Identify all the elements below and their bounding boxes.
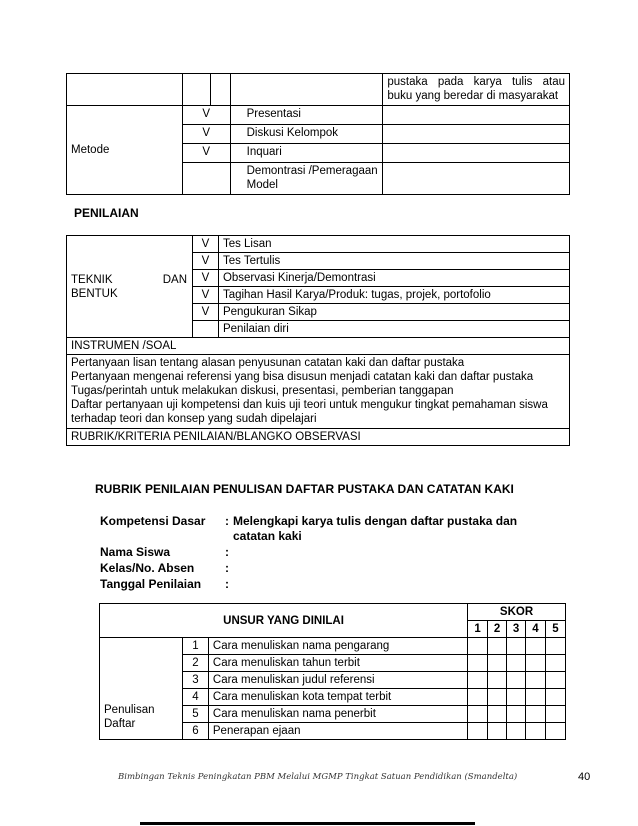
score-cell[interactable] (507, 723, 526, 740)
field-label: Kelas/No. Absen (100, 561, 195, 575)
score-cell[interactable] (507, 638, 526, 655)
penilaian-item: Tes Tertulis (218, 253, 569, 270)
skor-col-header: 1 (468, 621, 488, 638)
instrumen-list (67, 355, 570, 429)
score-cell[interactable] (526, 723, 546, 740)
score-cell[interactable] (526, 689, 546, 706)
metode-item: Presentasi (230, 106, 383, 125)
penilaian-check (192, 321, 218, 338)
metode-check: V (182, 144, 230, 163)
row-no: 1 (182, 638, 208, 655)
score-cell[interactable] (526, 655, 546, 672)
score-cell[interactable] (526, 672, 546, 689)
metode-check (182, 163, 230, 195)
score-cell[interactable] (488, 723, 507, 740)
field-label: Nama Siswa (100, 545, 171, 559)
skor-col-header: 3 (507, 621, 526, 638)
metode-item: Demontrasi /Pemeragaan Model (230, 163, 383, 195)
score-table (99, 603, 566, 740)
field-colon: : (225, 514, 229, 528)
score-cell[interactable] (468, 672, 488, 689)
score-cell[interactable] (545, 689, 565, 706)
score-row (100, 638, 566, 655)
penilaian-item: Tes Lisan (218, 236, 569, 253)
row-no: 2 (182, 655, 208, 672)
score-cell[interactable] (488, 672, 507, 689)
score-cell[interactable] (488, 638, 507, 655)
score-cell[interactable] (468, 689, 488, 706)
penilaian-check: V (192, 270, 218, 287)
penilaian-check: V (192, 304, 218, 321)
group-label: Penulisan Daftar (100, 638, 183, 740)
instrumen-line: Pertanyaan mengenai referensi yang bisa disusun menjadi catatan kaki dan daftar pustaka (71, 371, 534, 383)
field-colon: : (225, 545, 229, 559)
field-label: Kompetensi Dasar (100, 514, 206, 528)
row-no: 5 (182, 706, 208, 723)
row-text: Cara menuliskan nama penerbit (208, 706, 467, 723)
field-colon: : (225, 561, 229, 575)
metode-check: V (182, 106, 230, 125)
skor-header: SKOR (468, 604, 566, 621)
score-cell[interactable] (488, 689, 507, 706)
field-colon: : (225, 577, 229, 591)
skor-col-header: 4 (526, 621, 546, 638)
instrumen-line: Tugas/perintah untuk melakukan diskusi, presentasi, pemberian tanggapan (71, 385, 454, 397)
instrumen-heading: INSTRUMEN /SOAL (67, 338, 570, 355)
row-text: Cara menuliskan judul referensi (208, 672, 467, 689)
metode-check: V (182, 125, 230, 144)
penilaian-item: Penilaian diri (218, 321, 569, 338)
score-cell[interactable] (526, 706, 546, 723)
metode-top-right-text: pustaka pada karya tulis atau buku yang beredar di masyarakat (383, 74, 570, 106)
score-cell[interactable] (507, 706, 526, 723)
row-no: 6 (182, 723, 208, 740)
page-number: 40 (578, 771, 591, 783)
penilaian-check: V (192, 236, 218, 253)
score-cell[interactable] (507, 655, 526, 672)
penilaian-item: Tagihan Hasil Karya/Produk: tugas, projek, portofolio (218, 287, 569, 304)
penilaian-check: V (192, 253, 218, 270)
instrumen-line: Daftar pertanyaan uji kompetensi dan kuis uji teori untuk mengukur tingkat pemahaman siswa terhadap teori dan konsep yang sudah dipelajari (71, 399, 548, 425)
rubrik-kriteria-heading: RUBRIK/KRITERIA PENILAIAN/BLANGKO OBSERVASI (67, 429, 570, 446)
row-text: Cara menuliskan tahun terbit (208, 655, 467, 672)
penilaian-table (66, 235, 570, 446)
penilaian-item: Observasi Kinerja/Demontrasi (218, 270, 569, 287)
row-no: 4 (182, 689, 208, 706)
teknik-label: TEKNIK DAN BENTUK (67, 236, 193, 338)
row-text: Cara menuliskan nama pengarang (208, 638, 467, 655)
metode-table (66, 73, 570, 195)
metode-item: Inquari (230, 144, 383, 163)
bottom-rule (140, 822, 475, 825)
score-cell[interactable] (507, 672, 526, 689)
score-cell[interactable] (545, 723, 565, 740)
skor-col-header: 2 (488, 621, 507, 638)
metode-item: Diskusi Kelompok (230, 125, 383, 144)
row-text: Cara menuliskan kota tempat terbit (208, 689, 467, 706)
field-value: Melengkapi karya tulis dengan daftar pustaka dan catatan kaki (233, 514, 518, 543)
rubrik-title: RUBRIK PENILAIAN PENULISAN DAFTAR PUSTAKA DAN CATATAN KAKI (95, 482, 514, 496)
score-cell[interactable] (545, 638, 565, 655)
penilaian-heading: PENILAIAN (74, 206, 139, 220)
score-cell[interactable] (468, 723, 488, 740)
score-cell[interactable] (468, 638, 488, 655)
skor-col-header: 5 (545, 621, 565, 638)
score-cell[interactable] (545, 672, 565, 689)
score-cell[interactable] (545, 655, 565, 672)
penilaian-check: V (192, 287, 218, 304)
instrumen-line: Pertanyaan lisan tentang alasan penyusunan catatan kaki dan daftar pustaka (71, 357, 465, 369)
score-cell[interactable] (545, 706, 565, 723)
score-cell[interactable] (526, 638, 546, 655)
footer-text: Bimbingan Teknis Peningkatan PBM Melalui MGMP Tingkat Satuan Pendidikan (Smandelta) (118, 772, 518, 782)
score-cell[interactable] (488, 655, 507, 672)
metode-label: Metode (67, 106, 183, 195)
row-text: Penerapan ejaan (208, 723, 467, 740)
score-cell[interactable] (468, 706, 488, 723)
unsur-header: UNSUR YANG DINILAI (100, 604, 468, 638)
row-no: 3 (182, 672, 208, 689)
score-cell[interactable] (507, 689, 526, 706)
score-cell[interactable] (468, 655, 488, 672)
score-cell[interactable] (488, 706, 507, 723)
field-label: Tanggal Penilaian (100, 577, 202, 591)
penilaian-item: Pengukuran Sikap (218, 304, 569, 321)
